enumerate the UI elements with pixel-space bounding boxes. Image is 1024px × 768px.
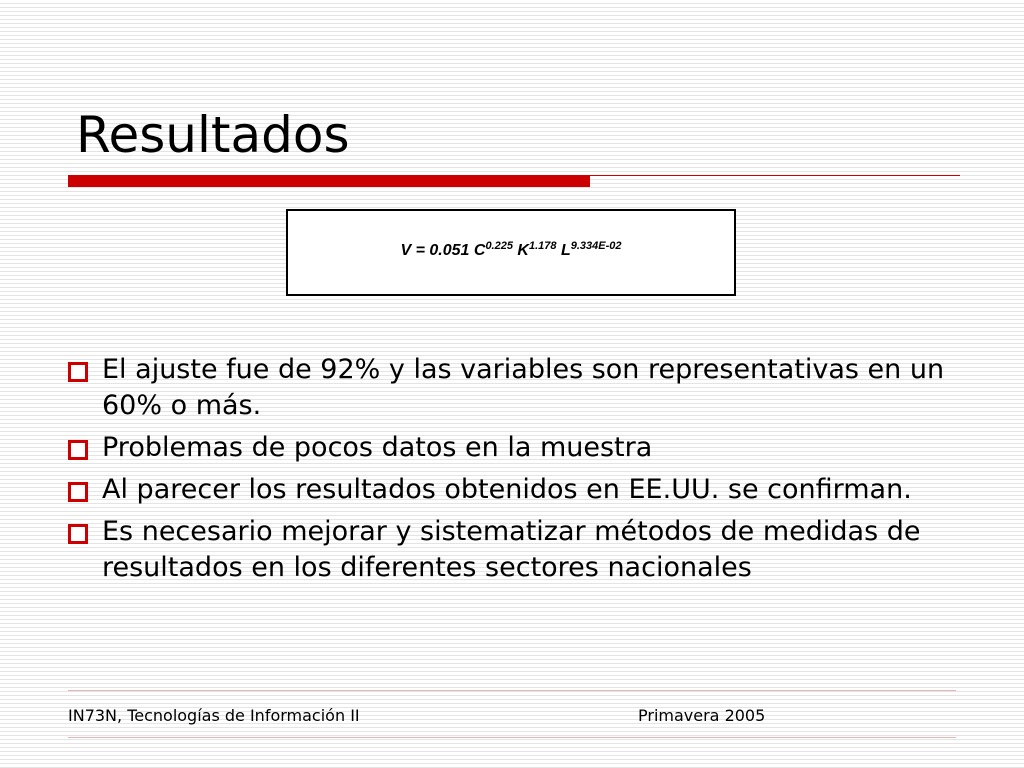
bullet-text: Problemas de pocos datos en la muestra — [102, 432, 653, 463]
formula-term — [561, 242, 622, 259]
formula — [288, 241, 734, 261]
title-underline-thin — [590, 175, 960, 176]
hollow-square-bullet-icon — [68, 524, 88, 544]
bullet-item — [68, 352, 948, 424]
footer-term: Primavera 2005 — [638, 706, 766, 725]
formula-term-exponent: 9.334E-02 — [570, 240, 622, 252]
footer-course: IN73N, Tecnologías de Información II — [68, 706, 360, 725]
formula-term-base: C — [473, 242, 486, 259]
bullet-item — [68, 514, 948, 586]
hollow-square-bullet-icon — [68, 440, 88, 460]
footer-divider-bottom — [68, 737, 956, 738]
bullet-list — [68, 352, 948, 592]
bullet-text: Es necesario mejorar y sistematizar métodos de medidas de resultados en los diferentes sectores nacionales — [102, 516, 921, 583]
bullet-text: Al parecer los resultados obtenidos en EE.UU. se confirman. — [102, 474, 912, 505]
formula-term — [474, 242, 513, 259]
formula-box — [286, 209, 736, 296]
formula-term — [517, 242, 556, 259]
formula-term-base: L — [560, 242, 571, 259]
formula-lhs: V = 0.051 — [400, 242, 474, 259]
formula-term-exponent: 0.225 — [485, 240, 513, 252]
bullet-text: El ajuste fue de 92% y las variables son representativas en un 60% o más. — [102, 354, 945, 421]
title-underline-bar — [68, 175, 590, 187]
footer-divider-top — [68, 690, 956, 691]
formula-term-base: K — [517, 242, 529, 259]
slide-title: Resultados — [76, 106, 350, 164]
bullet-item — [68, 472, 948, 508]
bullet-item — [68, 430, 948, 466]
hollow-square-bullet-icon — [68, 362, 88, 382]
formula-term-exponent: 1.178 — [528, 240, 557, 252]
hollow-square-bullet-icon — [68, 482, 88, 502]
